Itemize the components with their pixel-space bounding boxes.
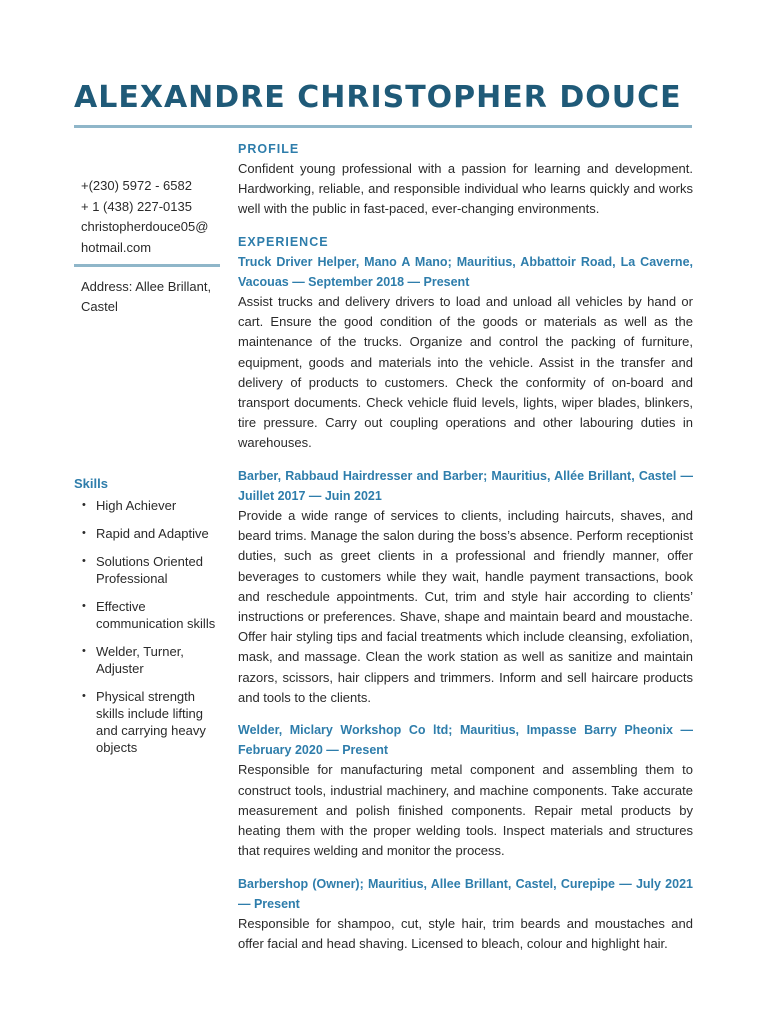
skill-item: • Solutions Oriented Professional	[82, 553, 222, 587]
candidate-name: ALEXANDRE CHRISTOPHER DOUCE	[74, 80, 682, 115]
job-entry	[238, 252, 693, 454]
skill-item: • Rapid and Adaptive	[82, 525, 222, 542]
address: Address: Allee Brillant, Castel	[81, 279, 212, 314]
job-title: Barber, Rabbaud Hairdresser and Barber; Mauritius, Allée Brillant, Castel — Juillet 2017 — Juin 2021	[238, 468, 693, 503]
skill-item: • Welder, Turner, Adjuster	[82, 643, 222, 677]
sidebar-divider	[74, 264, 220, 267]
skills-heading: Skills	[74, 476, 108, 491]
skill-item: • Physical strength skills include lifting and carrying heavy objects	[82, 688, 222, 756]
email-line-2: hotmail.com	[81, 239, 152, 255]
profile-text: Confident young professional with a passion for learning and development. Hardworking, reliable, and responsible individual who learns quickly and works well with the public in fast-paced, ever-changing environments.	[238, 161, 693, 217]
job-entry	[238, 720, 693, 861]
job-title: Welder, Miclary Workshop Co ltd; Mauritius, Impasse Barry Pheonix — February 2020 — Present	[238, 723, 693, 758]
skills-list	[82, 497, 222, 767]
job-title: Barbershop (Owner); Mauritius, Allee Brillant, Castel, Curepipe — July 2021 — Present	[238, 876, 693, 911]
job-entry	[238, 466, 693, 708]
email-line-1: christopherdouce05@	[81, 219, 209, 234]
skill-item: • High Achiever	[82, 497, 222, 514]
skill-item: • Effective communication skills	[82, 598, 222, 632]
job-entry	[238, 874, 693, 955]
job-description: Responsible for shampoo, cut, style hair, trim beards and moustaches and offer facial and head shaving. Licensed to bleach, colour and highlight hair.	[238, 915, 693, 952]
phone-primary: +(230) 5972 - 6582	[81, 178, 192, 193]
job-description: Assist trucks and delivery drivers to load and unload all vehicles by hand or cart. Ensure the good condition of the goods or materials as well as the maintenance of the trucks. Organize and control the packing of furniture, equipment, goods and materials into the vehicle. Assist in the transfer and delivery of products to customers. Check the conformity of on-board and transport documents. Check vehicle fluid levels, lights, wiper blades, blinkers, tire pressure. Carry out coupling operations and other labouring duties in warehouses.	[238, 294, 693, 451]
job-title: Truck Driver Helper, Mano A Mano; Mauritius, Abbattoir Road, La Caverne, Vacouas — September 2018 — Present	[238, 254, 693, 289]
contact-block	[81, 176, 208, 258]
header-divider	[74, 125, 692, 128]
profile-heading: PROFILE	[238, 142, 300, 156]
main-content	[238, 139, 693, 966]
experience-heading: EXPERIENCE	[238, 234, 329, 249]
job-description: Provide a wide range of services to clients, including haircuts, shaves, and beard trims. Manage the salon during the boss’s absence. Perform receptionist duties, such as greet clients in a professional and friendly manner, offer beverages to customers while they wait, handle payment transactions, book and reschedule appointments. Cut, trim and style hair according to clients’ instructions or preferences. Shave, shape and maintain beard and moustache. Offer hair styling tips and facial treatments which include cleansing, exfoliation, mask, and massage. Clean the work station as well as sanitize and maintain razors, scissors, hair clippers and trimmers. Inform and sell haircare products and tools to the clients.	[238, 508, 693, 705]
phone-secondary: + 1 (438) 227-0135	[81, 198, 192, 214]
job-description: Responsible for manufacturing metal component and assembling them to construct tools, industrial machinery, and machine components. Take accurate measurement and polish finished components. Repair metal products by heating them with the proper welding tools. Inspect materials and structures that requires welding and monitor the process.	[238, 762, 693, 859]
